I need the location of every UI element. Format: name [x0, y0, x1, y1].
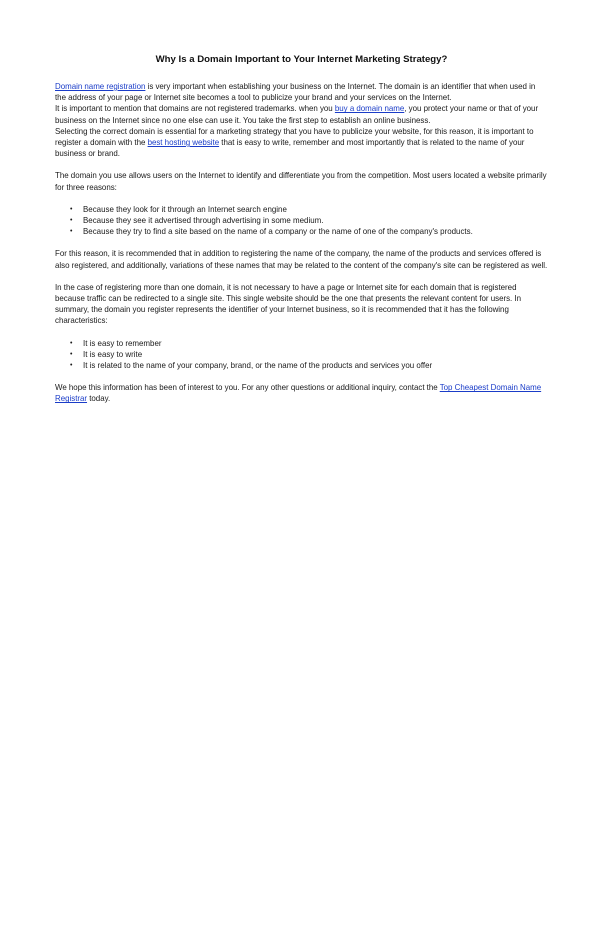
- closing-paragraph: [55, 382, 548, 404]
- bullet-icon: •: [70, 339, 73, 347]
- bullet-icon: •: [70, 362, 73, 370]
- document-page: [55, 54, 548, 416]
- list-item: • It is easy to write: [70, 349, 143, 359]
- top-cheapest-registrar-link[interactable]: Top Cheapest Domain Name Registrar: [55, 383, 542, 404]
- bullet-icon: •: [70, 217, 73, 225]
- list-item: • It is related to the name of your company, brand, or the name of the products and services you offer: [70, 361, 433, 371]
- intro-text-4: Selecting the correct domain is essential for a marketing strategy that you have to publicize your website, for this reason, it is important to register a domain with the: [55, 126, 534, 148]
- intro-text-1: is very important when establishing your business on the Internet. The domain is an identifier that when used in the address of your page or Internet site becomes a tool to publicize your brand and your services on the Internet.: [55, 82, 536, 103]
- list-item: • It is easy to remember: [70, 338, 162, 348]
- closing-text-2: today.: [87, 394, 111, 404]
- list-item: • Because they see it advertised through advertising in some medium.: [70, 216, 324, 226]
- multiple-domains-paragraph: In the case of registering more than one domain, it is not necessary to have a page or Internet site for each domain that is registered because traffic can be redirected to a single site. This single website should be the one that presents the relevant content for users. In summary, the domain you register represents the identifier of your Internet business, so it is recommended that it has the following characteristics:: [55, 282, 521, 326]
- intro-text-2: It is important to mention that domains are not registered trademarks. when you: [55, 104, 335, 114]
- bullet-icon: •: [70, 350, 73, 358]
- characteristics-list: [55, 338, 548, 372]
- intro-paragraph: [55, 81, 548, 159]
- document-title: Why Is a Domain Important to Your Internet Marketing Strategy?: [155, 54, 448, 65]
- list-item: • Because they try to find a site based on the name of a company or the name of one of the company's products.: [70, 227, 473, 237]
- reasons-list: [55, 204, 548, 238]
- closing-text-1: We hope this information has been of interest to you. For any other questions or additional inquiry, contact the: [55, 383, 440, 393]
- bullet-icon: •: [70, 228, 73, 236]
- intro-text-3: , you protect your name or that of your business on the Internet since no one else can use it. You take the first step to establish an online business.: [55, 104, 539, 125]
- intro-text-5: that is easy to write, remember and most importantly that is related to the name of your business or brand.: [55, 138, 525, 159]
- list-item: • Because they look for it through an Internet search engine: [70, 204, 287, 214]
- best-hosting-website-link[interactable]: best hosting website: [147, 138, 220, 148]
- domain-name-registration-link[interactable]: Domain name registration: [55, 82, 146, 91]
- buy-a-domain-name-link[interactable]: buy a domain name: [334, 104, 405, 114]
- bullet-icon: •: [70, 205, 73, 213]
- reasons-intro-paragraph: The domain you use allows users on the Internet to identify and differentiate you from the competition. Most users located a website primarily for three reasons:: [55, 171, 547, 192]
- recommendation-paragraph: For this reason, it is recommended that in addition to registering the name of the company, the name of the products and services offered is also registered, and additionally, variations of these names that may be related to the content of the company's site can be registered as well.: [55, 249, 548, 270]
